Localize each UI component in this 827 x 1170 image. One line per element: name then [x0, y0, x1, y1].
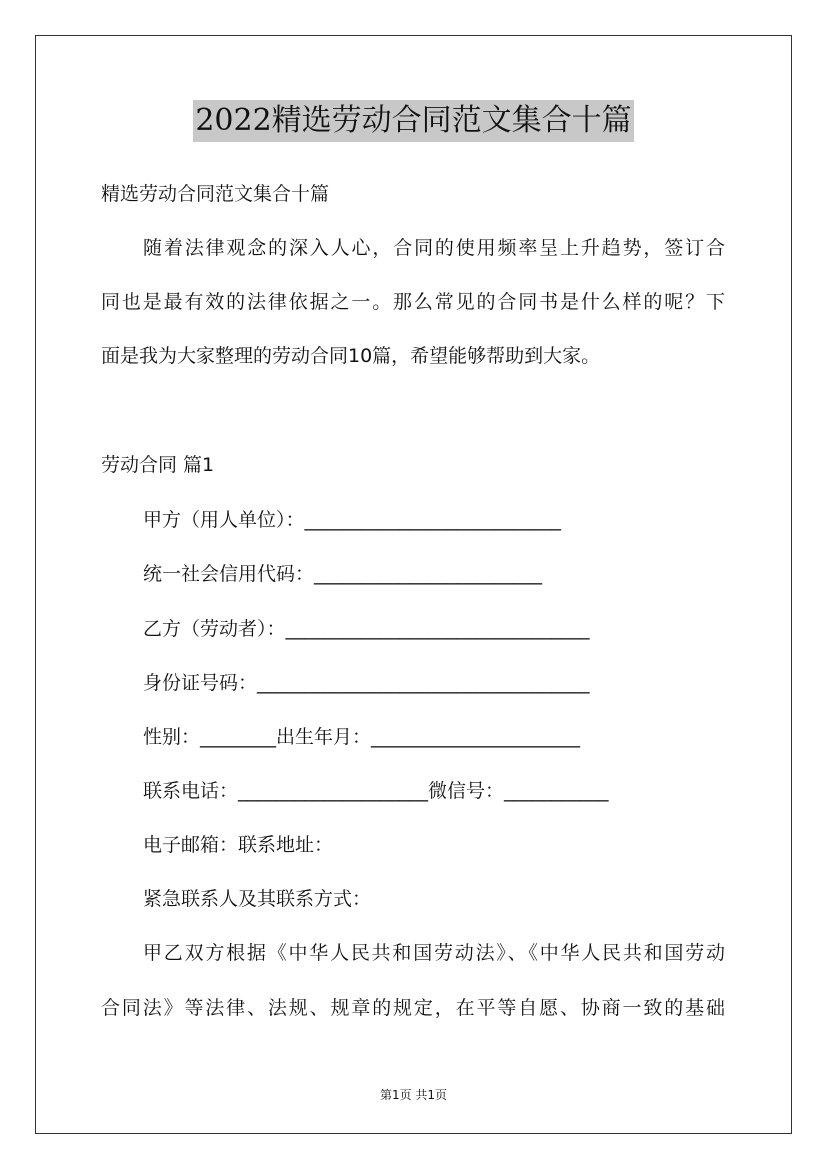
field-id-number: 身份证号码：___________________________________ — [143, 672, 590, 694]
field-party-b: 乙方（劳动者）：________________________________ — [143, 618, 590, 640]
body-line-2: 合同法》等法律、法规、规章的规定，在平等自愿、协商一致的基础 — [101, 997, 725, 1019]
document-title: 2022精选劳动合同范文集合十篇 — [193, 100, 633, 142]
document-subtitle: 精选劳动合同范文集合十篇 — [101, 183, 330, 205]
field-emergency-contact: 紧急联系人及其联系方式： — [143, 888, 372, 910]
intro-line-3: 面是我为大家整理的劳动合同10篇，希望能够帮助到大家。 — [101, 345, 601, 367]
body-line-1: 甲乙双方根据《中华人民共和国劳动法》、《中华人民共和国劳动 — [143, 942, 725, 964]
field-phone-wechat: 联系电话：____________________微信号：___________ — [143, 780, 609, 802]
field-email-address: 电子邮箱：联系地址： — [143, 834, 334, 856]
field-gender-birth: 性别：________出生年月：______________________ — [143, 726, 581, 748]
field-credit-code: 统一社会信用代码：________________________ — [143, 563, 543, 585]
section-heading: 劳动合同 篇1 — [101, 454, 215, 476]
field-party-a: 甲方（用人单位）：___________________________ — [143, 509, 562, 531]
document-title-wrap — [0, 100, 827, 142]
intro-line-2: 同也是最有效的法律依据之一。那么常见的合同书是什么样的呢？下 — [101, 291, 725, 313]
intro-line-1: 随着法律观念的深入人心，合同的使用频率呈上升趋势，签订合 — [143, 237, 725, 259]
page-footer: 第1页 共1页 — [379, 1088, 448, 1102]
